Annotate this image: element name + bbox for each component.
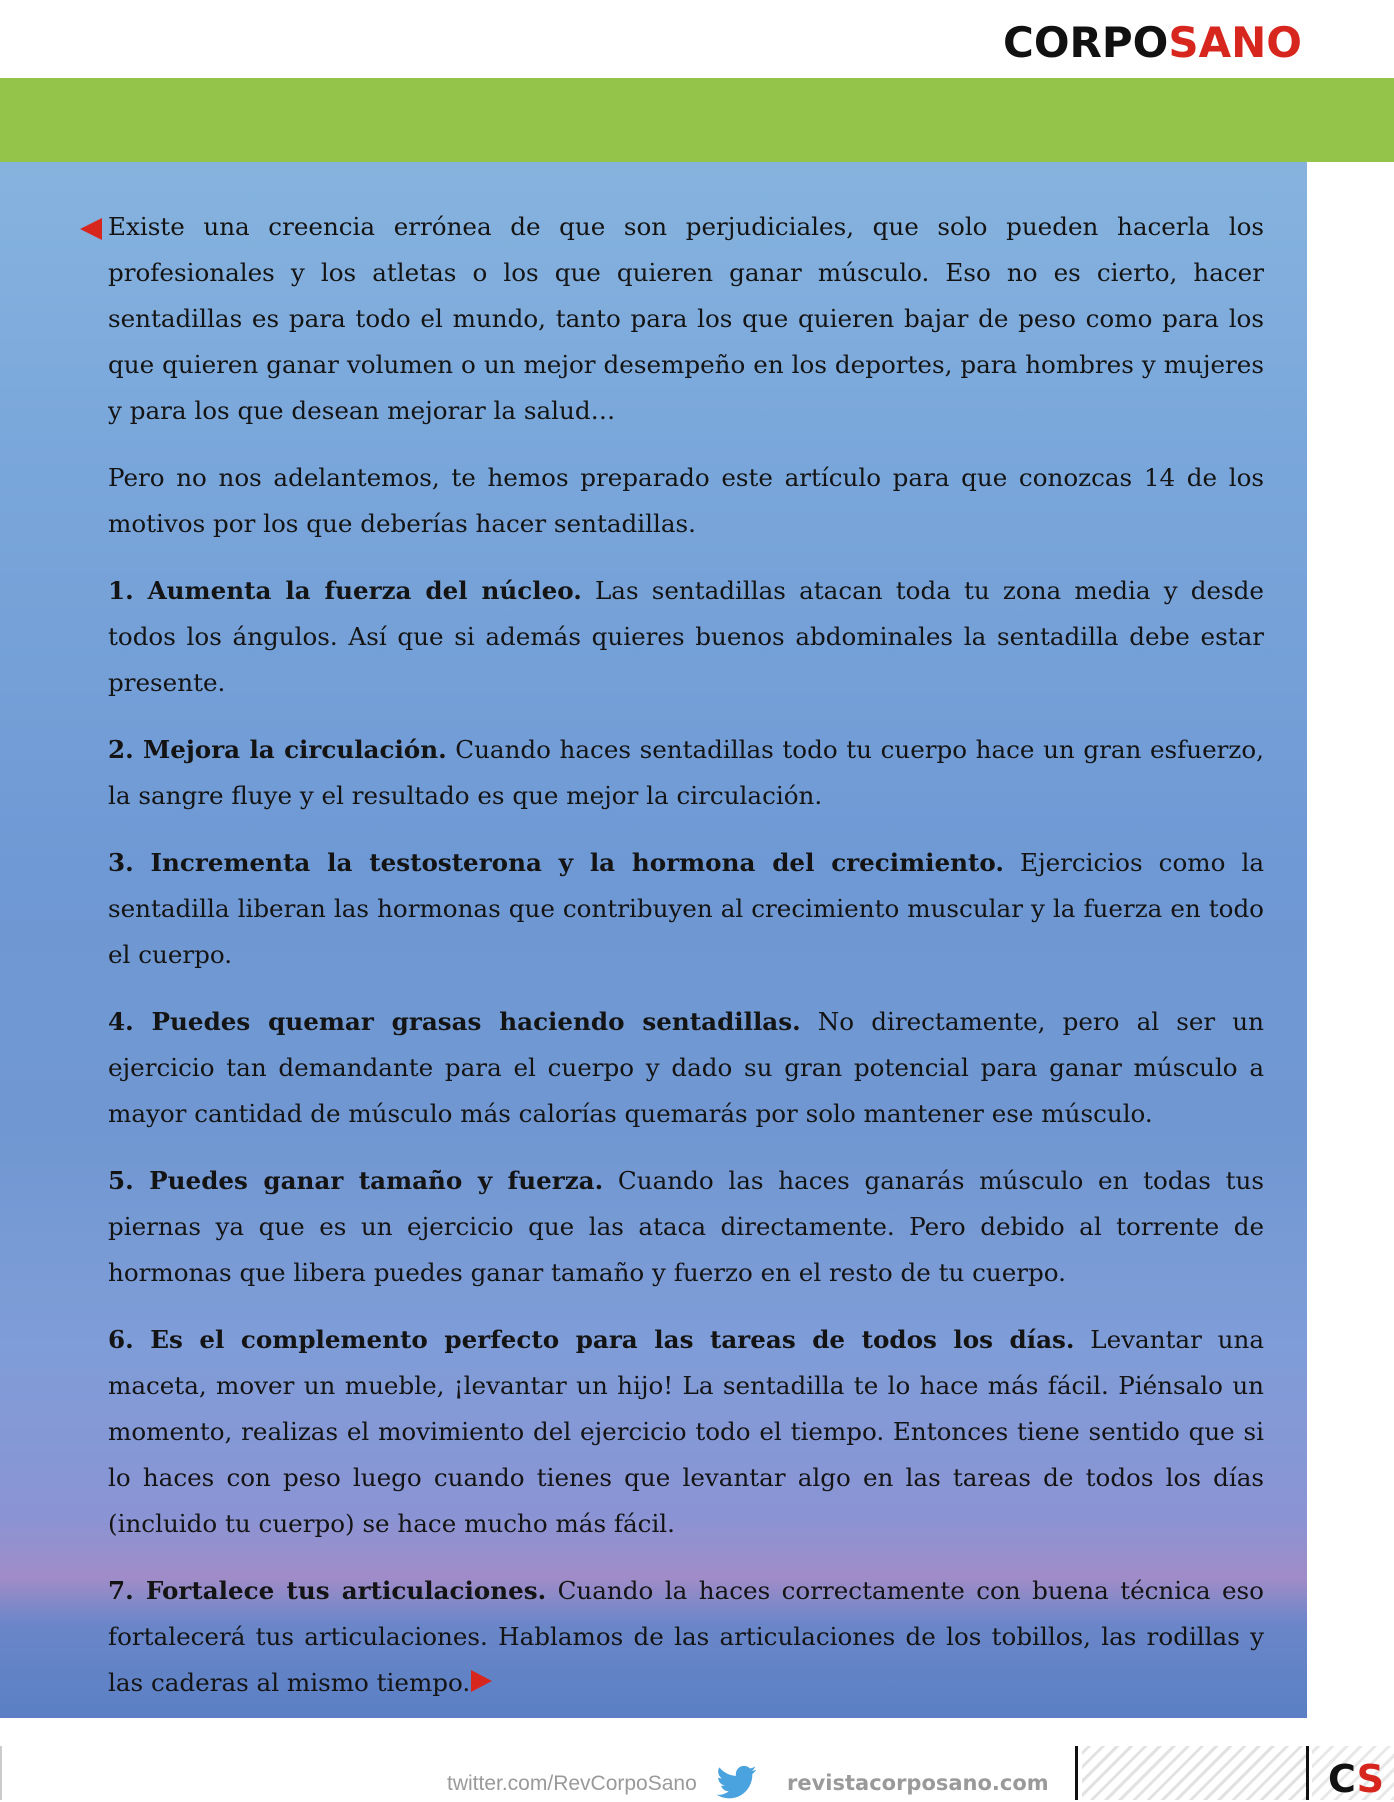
cs-logo-c: C — [1328, 1757, 1357, 1801]
article-panel — [0, 162, 1307, 1718]
article-body — [108, 204, 1264, 1727]
continue-right-icon — [471, 1670, 492, 1692]
list-item — [108, 1158, 1264, 1296]
header — [0, 0, 1394, 78]
footer-divider — [0, 1746, 2, 1800]
item-title: 3. Incrementa la testosterona y la hormona del crecimiento. — [108, 848, 1004, 877]
intro-paragraph: Existe una creencia errónea de que son perjudiciales, que solo pueden hacerla los profesionales y los atletas o los que quieren ganar músculo. Eso no es cierto, hacer sentadillas es para todo el mundo, tanto para los que quieren bajar de peso como para los que quieren ganar volumen o un mejor desempeño en los deportes, para hombres y mujeres y para los que desean mejorar la salud… — [108, 212, 1264, 425]
continue-from-left-icon — [80, 218, 102, 240]
item-text: No directamente, pero al ser un ejercicio tan demandante para el cuerpo y dado su gran potencial para ganar músculo a mayor cantidad de músculo más calorías quemarás por solo mantener ese músculo. — [108, 1007, 1264, 1128]
list-item — [108, 727, 1264, 819]
item-title: 5. Puedes ganar tamaño y fuerza. — [108, 1166, 604, 1195]
cs-logo-s: S — [1356, 1757, 1384, 1801]
list-item — [108, 1317, 1264, 1547]
item-title: 6. Es el complemento perfecto para las tareas de todos los días. — [108, 1325, 1075, 1354]
logo-corpo: CORPO — [1003, 18, 1169, 67]
brand-logo — [1003, 18, 1302, 68]
twitter-bird-icon[interactable] — [713, 1762, 761, 1802]
footer-divider — [1075, 1746, 1078, 1800]
list-item — [108, 1568, 1264, 1706]
footer-divider — [1306, 1746, 1309, 1800]
green-banner — [0, 78, 1394, 162]
cs-logo — [1312, 1746, 1394, 1800]
list-item — [108, 568, 1264, 706]
lead-paragraph: Pero no nos adelantemos, te hemos preparado este artículo para que conozcas 14 de los motivos por los que deberías hacer sentadillas. — [108, 463, 1264, 538]
item-text: Cuando haces sentadillas todo tu cuerpo hace un gran esfuerzo, la sangre fluye y el resultado es que mejor la circulación. — [108, 735, 1264, 810]
logo-sano: SANO — [1168, 18, 1302, 67]
list-item — [108, 999, 1264, 1137]
twitter-link[interactable]: twitter.com/RevCorpoSano — [447, 1772, 697, 1795]
item-text: Levantar una maceta, mover un mueble, ¡levantar un hijo! La sentadilla te lo hace más fácil. Piénsalo un momento, realizas el movimiento del ejercicio todo el tiempo. Entonces tiene sentido que si lo haces con peso luego cuando tienes que levantar algo en las tareas de todos los días (incluido tu cuerpo) se hace mucho más fácil. — [108, 1325, 1264, 1538]
footer — [0, 1718, 1394, 1800]
item-title: 1. Aumenta la fuerza del núcleo. — [108, 576, 582, 605]
item-text: Cuando la haces correctamente con buena técnica eso fortalecerá tus articulaciones. Hablamos de las articulaciones de los tobillos, las rodillas y las caderas al mismo tiempo. — [108, 1576, 1264, 1697]
item-text: Las sentadillas atacan toda tu zona media y desde todos los ángulos. Así que si además quieres buenos abdominales la sentadilla debe estar presente. — [108, 576, 1264, 697]
cs-logo-text — [1328, 1758, 1384, 1800]
item-title: 4. Puedes quemar grasas haciendo sentadillas. — [108, 1007, 801, 1036]
striped-decoration — [1082, 1746, 1306, 1800]
item-title: 7. Fortalece tus articulaciones. — [108, 1576, 547, 1605]
item-title: 2. Mejora la circulación. — [108, 735, 447, 764]
item-text: Cuando las haces ganarás músculo en todas tus piernas ya que es un ejercicio que las ataca directamente. Pero debido al torrente de hormonas que libera puedes ganar tamaño y fuerzo en el resto de tu cuerpo. — [108, 1166, 1264, 1287]
item-text: Ejercicios como la sentadilla liberan las hormonas que contribuyen al crecimiento muscular y la fuerza en todo el cuerpo. — [108, 848, 1264, 969]
website-link[interactable]: revistacorposano.com — [787, 1771, 1049, 1795]
list-item — [108, 840, 1264, 978]
